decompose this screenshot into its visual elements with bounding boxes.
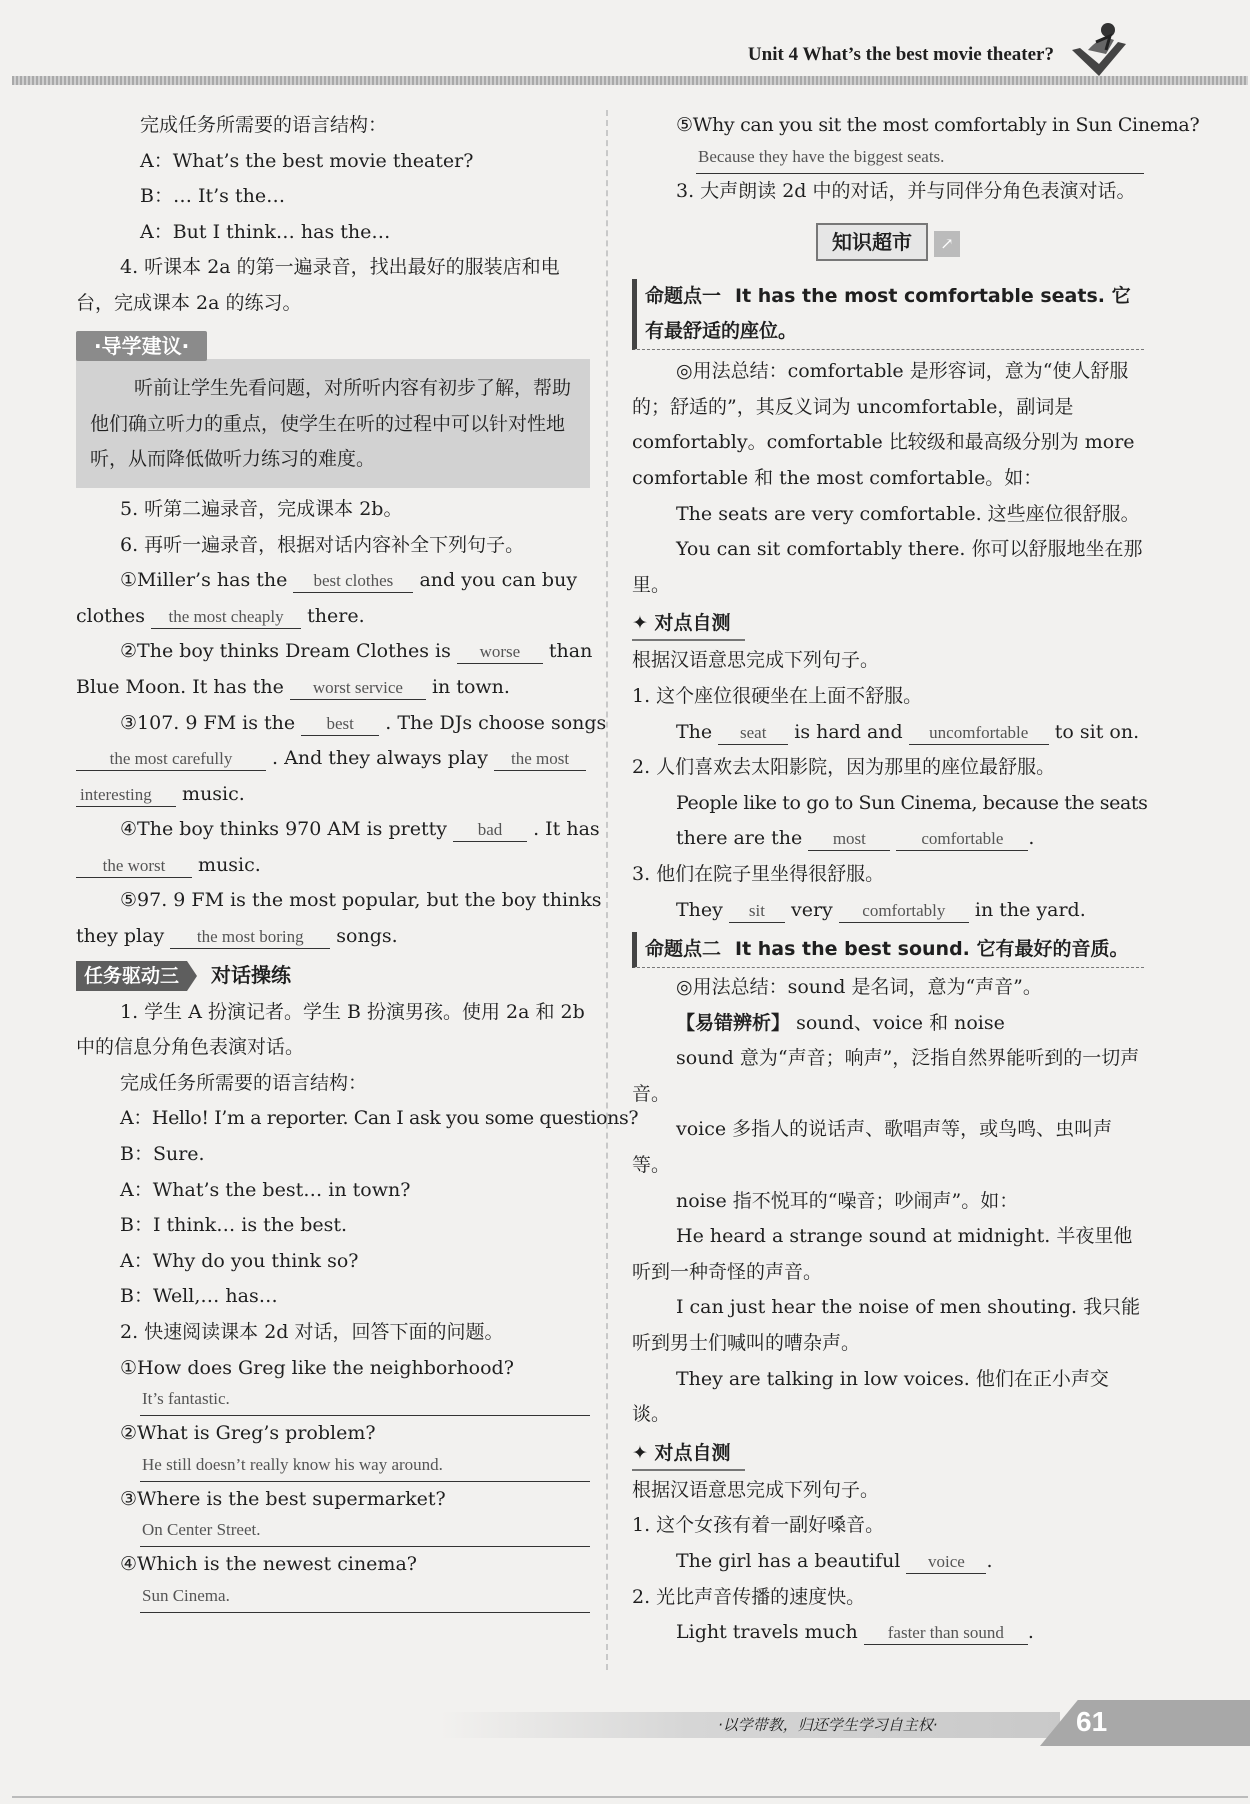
- answer-blank: worse: [457, 641, 543, 664]
- dialog-line: B：Well,… has…: [120, 1285, 278, 1308]
- fill-q4-cont: the worst music.: [76, 848, 590, 884]
- tip-title: ·导学建议·: [76, 331, 207, 361]
- unit-title: Unit 4 What’s the best movie theater?: [747, 44, 1054, 65]
- arrow-icon: [187, 961, 197, 991]
- dialog-line: A：Hello! I’m a reporter. Can I ask you some questions?: [120, 1107, 639, 1130]
- exercise-3-line: They sit very comfortably in the yard.: [676, 898, 1086, 921]
- answer-blank: voice: [906, 1551, 986, 1574]
- structure-heading: 完成任务所需要的语言结构：: [140, 114, 388, 136]
- exercise-1-line: The seat is hard and uncomfortable to sit on.: [676, 720, 1140, 743]
- exercise-2-line: Light travels much faster than sound .: [676, 1621, 1034, 1644]
- example-sentence: He heard a strange sound at midnight. 半夜里他听到一种奇怪的声音。: [632, 1225, 1133, 1283]
- dialog-line: B：I think… is the best.: [120, 1214, 348, 1237]
- example-sentence: You can sit comfortably there. 你可以舒服地坐在那里。: [632, 538, 1143, 596]
- exercise-2-line: People like to go to Sun Cinema, because the seats: [676, 791, 1148, 814]
- tip-section: [76, 324, 590, 488]
- example-sentence: They are talking in low voices. 他们在正小声交谈。: [632, 1367, 1109, 1426]
- diamond-icon: ✦: [632, 612, 648, 635]
- answer-blank: the worst: [76, 855, 192, 878]
- exercise-2: 2. 人们喜欢去太阳影院，因为那里的座位最舒服。: [632, 756, 1056, 779]
- structure-heading: 完成任务所需要的语言结构：: [120, 1071, 368, 1094]
- usage-summary: ◎用法总结：comfortable 是形容词，意为“使人舒服的；舒适的”，其反义词为 uncomfortable，副词是 comfortably。comfortable 比较级和最高级分别为 more comfortable 和 the most comfortable。如：: [632, 360, 1135, 489]
- answer-line: On Center Street.: [140, 1517, 590, 1547]
- fill-q5: ⑤97. 9 FM is the most popular, but the boy thinks: [120, 889, 602, 912]
- fill-q3: ③107. 9 FM is the best . The DJs choose songs: [120, 711, 607, 734]
- answer-blank: sit: [729, 900, 785, 923]
- answer-blank: worst service: [290, 677, 426, 700]
- fill-q4: ④The boy thinks 970 AM is pretty bad . It has: [120, 818, 600, 841]
- page-footer: [0, 1700, 1250, 1760]
- bottom-rule: [12, 1796, 1248, 1798]
- fill-q1-cont: clothes the most cheaply there.: [76, 604, 365, 627]
- book-person-logo-icon: [1066, 20, 1132, 80]
- reading-task: 2. 快速阅读课本 2d 对话，回答下面的问题。: [120, 1321, 504, 1343]
- answer-blank: best clothes: [293, 570, 413, 593]
- task-tag: 任务驱动三: [76, 961, 187, 991]
- self-test-intro: 根据汉语意思完成下列句子。: [632, 1478, 880, 1501]
- fill-q3-cont2: interesting music.: [76, 777, 590, 813]
- reading-q3: ③Where is the best supermarket?: [120, 1487, 446, 1510]
- example-sentence: The seats are very comfortable. 这些座位很舒服。: [676, 502, 1140, 525]
- answer-line: Because they have the biggest seats.: [696, 144, 1144, 174]
- example-sentence: I can just hear the noise of men shouting. 我只能听到男士们喊叫的嘈杂声。: [632, 1296, 1141, 1355]
- voice-explanation: voice 多指人的说话声、歌唱声等，或鸟鸣、虫叫声等。: [632, 1118, 1113, 1177]
- usage-summary: ◎用法总结：sound 是名词，意为“声音”。: [676, 976, 1042, 999]
- answer-blank: interesting: [76, 784, 176, 807]
- answer-blank: the most carefully: [76, 748, 266, 771]
- page-number: 61: [1076, 1706, 1108, 1737]
- fill-q1: ①Miller’s has the best clothes and you can buy: [120, 569, 578, 592]
- point-2-header: 命题点二 It has the best sound. 它有最好的音质。: [632, 932, 1144, 968]
- dialog-line: B：Sure.: [120, 1143, 205, 1166]
- answer-blank: uncomfortable: [909, 722, 1049, 745]
- answer-line: It’s fantastic.: [140, 1386, 590, 1416]
- column-divider: [606, 110, 608, 1670]
- self-test-header: ✦ 对点自测: [632, 607, 1144, 639]
- answer-line: He still doesn’t really know his way around.: [140, 1452, 590, 1482]
- page-header: [0, 0, 1250, 86]
- task-title: 对话操练: [211, 962, 292, 987]
- exercise-1: 1. 这个女孩有着一副好嗓音。: [632, 1514, 885, 1537]
- self-test-header-2: ✦ 对点自测: [632, 1437, 1144, 1469]
- task-drive-3-header: [76, 959, 590, 993]
- noise-explanation: noise 指不悦耳的“噪音；吵闹声”。如：: [676, 1189, 1019, 1212]
- confusion-analysis: 【易错辨析】 sound、voice 和 noise: [676, 1011, 1005, 1034]
- reading-q5: ⑤Why can you sit the most comfortably in Sun Cinema?: [676, 114, 1200, 136]
- fill-q3-cont: the most carefully . And they always play the most: [76, 741, 590, 777]
- roleplay-task: 1. 学生 A 扮演记者。学生 B 扮演男孩。使用 2a 和 2b 中的信息分角色表演对话。: [76, 1000, 585, 1059]
- exercise-2: 2. 光比声音传播的速度快。: [632, 1585, 866, 1608]
- task-4: 4. 听课本 2a 的第一遍录音，找出最好的服装店和电台，完成课本 2a 的练习。: [76, 256, 560, 314]
- right-column: [632, 108, 1200, 1651]
- dialog-line: A：What’s the best movie theater?: [140, 149, 474, 172]
- reading-q2: ②What is Greg’s problem?: [120, 1422, 376, 1445]
- reading-q4: ④Which is the newest cinema?: [120, 1553, 417, 1576]
- diamond-icon: ✦: [632, 1441, 648, 1464]
- answer-blank: the most boring: [170, 926, 330, 949]
- tip-text: 听前让学生先看问题，对所听内容有初步了解，帮助他们确立听力的重点，使学生在听的过程中可以针对性地听，从而降低做听力练习的难度。: [76, 359, 590, 488]
- self-test-intro: 根据汉语意思完成下列句子。: [632, 649, 880, 672]
- answer-blank: the most cheaply: [151, 606, 301, 629]
- read-aloud-task: 3. 大声朗读 2d 中的对话，并与同伴分角色表演对话。: [676, 179, 1136, 202]
- reading-q1: ①How does Greg like the neighborhood?: [120, 1356, 514, 1379]
- answer-blank: most: [808, 828, 890, 851]
- fill-q5-cont: they play the most boring songs.: [76, 925, 398, 948]
- point-1-header: 命题点一 It has the most comfortable seats. 它有最舒适的座位。: [632, 279, 1144, 350]
- exercise-3: 3. 他们在院子里坐得很舒服。: [632, 862, 885, 885]
- knowledge-market-title: 知识超市: [816, 223, 928, 261]
- dialog-line: A：What’s the best… in town?: [120, 1178, 411, 1201]
- answer-blank: comfortable: [896, 828, 1028, 851]
- answer-blank: best: [301, 713, 379, 736]
- footer-slogan: ·以学带教，归还学生学习自主权·: [718, 1716, 938, 1734]
- exercise-1-line: The girl has a beautiful voice .: [676, 1550, 993, 1572]
- answer-blank: bad: [453, 819, 527, 842]
- exercise-2-line2: there are the most comfortable .: [676, 827, 1035, 850]
- left-column: [76, 108, 639, 1613]
- answer-blank: comfortably: [839, 900, 969, 923]
- task-6: 6. 再听一遍录音，根据对话内容补全下列句子。: [120, 533, 525, 556]
- header-rule: [12, 76, 1248, 85]
- fill-q2: ②The boy thinks Dream Clothes is worse than: [120, 640, 593, 663]
- dialog-line: B：… It’s the…: [140, 185, 286, 208]
- dialog-line: A：But I think… has the…: [140, 220, 391, 243]
- answer-blank: the most: [494, 748, 586, 771]
- page-number-tab: [1040, 1700, 1250, 1746]
- sound-explanation: sound 意为“声音；响声”，泛指自然界能听到的一切声音。: [632, 1047, 1140, 1105]
- exercise-1: 1. 这个座位很硬坐在上面不舒服。: [632, 684, 923, 707]
- answer-blank: faster than sound: [864, 1622, 1028, 1645]
- expand-arrow-icon: ↗: [934, 231, 960, 257]
- dialog-line: A：Why do you think so?: [120, 1249, 359, 1272]
- answer-line: Sun Cinema.: [140, 1583, 590, 1613]
- task-5: 5. 听第二遍录音，完成课本 2b。: [120, 497, 403, 520]
- knowledge-market-header: [632, 223, 1144, 267]
- fill-q2-cont: Blue Moon. It has the worst service in town.: [76, 675, 510, 698]
- answer-blank: seat: [718, 722, 788, 745]
